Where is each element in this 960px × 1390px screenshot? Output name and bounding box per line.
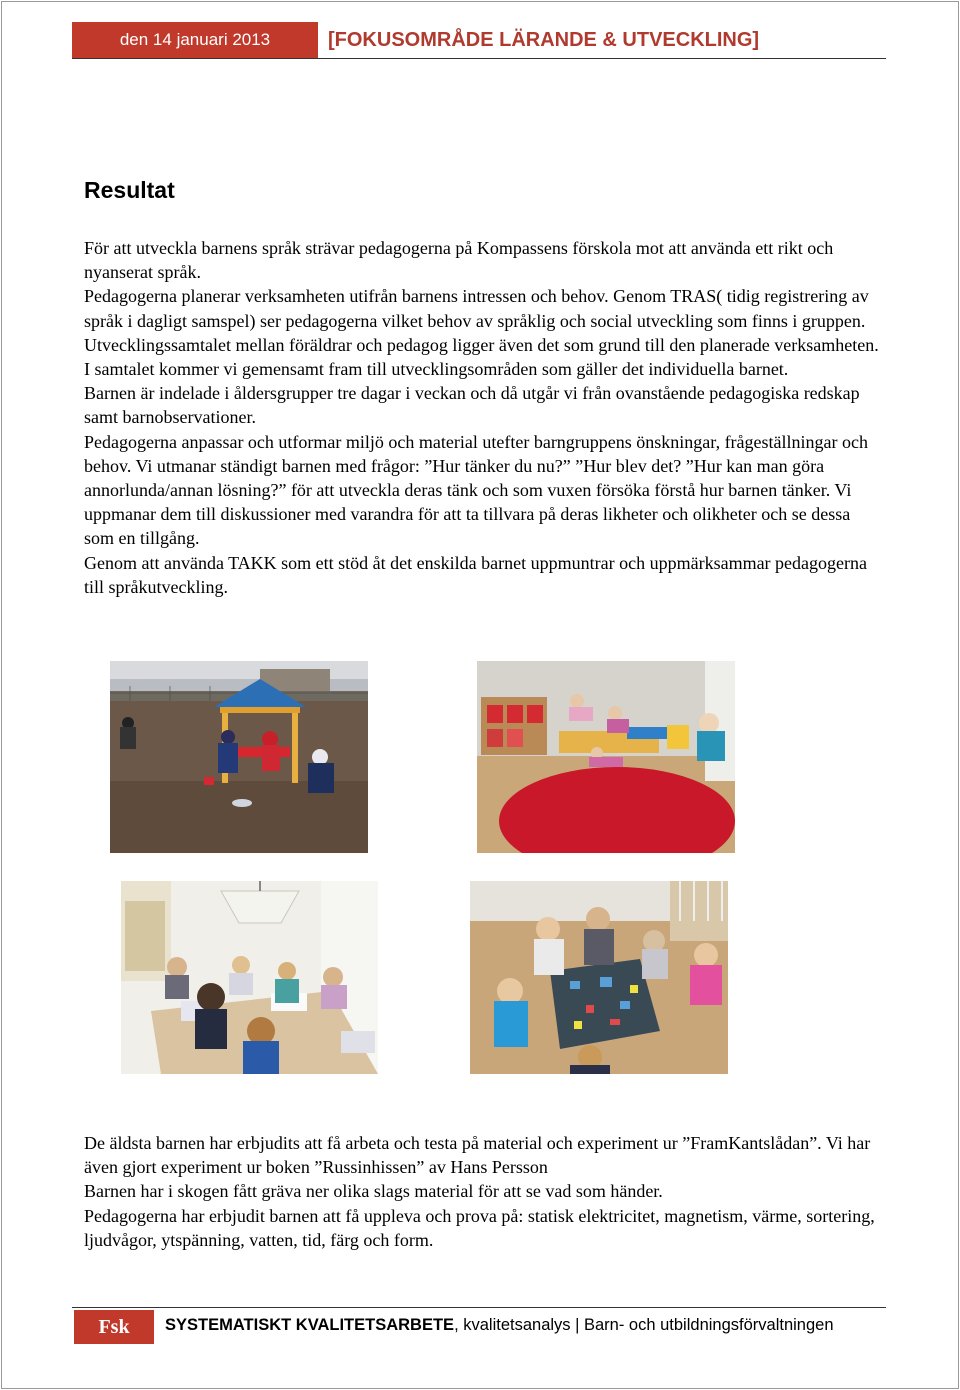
paragraph: För att utveckla barnens språk strävar pedagogerna på Kompassens förskola mot att använda ett rikt och nyanserat språk. <box>84 238 834 283</box>
photo-floor-sorting <box>470 881 728 1074</box>
playhouse-image <box>110 661 368 853</box>
photo-playhouse-outdoors <box>110 661 368 853</box>
header-date: den 14 januari 2013 <box>72 22 318 58</box>
footer-text <box>165 1316 834 1335</box>
paragraph: De äldsta barnen har erbjudits att få arbeta och testa på material och experiment ur ”FramKantslådan”. Vi har även gjort experiment ur boken ”Russinhissen” av Hans Persson <box>84 1133 871 1178</box>
floor-sorting-image <box>470 881 728 1074</box>
paragraph: Barnen är indelade i åldersgrupper tre dagar i veckan och då utgår vi från ovanstående pedagogiska redskap samt barnobservationer. <box>84 383 860 428</box>
photo-craft-table <box>121 881 378 1074</box>
reading-corner-image <box>477 661 735 853</box>
section-heading: Resultat <box>84 177 175 203</box>
craft-table-image <box>121 881 378 1074</box>
paragraph: Pedagogerna har erbjudit barnen att få uppleva och prova på: statisk elektricitet, magnetism, värme, sortering, ljudvågor, ytspänning, vatten, tid, färg och form. <box>84 1205 875 1250</box>
footer-title-bold: SYSTEMATISKT KVALITETSARBETE <box>165 1316 455 1334</box>
closing-text <box>84 1131 884 1252</box>
paragraph: Genom att använda TAKK som ett stöd åt det enskilda barnet uppmuntrar och uppmärksammar pedagogerna till språkutveckling. <box>84 552 867 597</box>
paragraph: Pedagogerna anpassar och utformar miljö och material utefter barngruppens önskningar, frågeställningar och behov. Vi utmanar ständigt barnen med frågor: ”Hur tänker du nu?” ”Hur blev det? ”Hur kan man göra annorlunda/annan lösning?” för att utveckla deras tänk och som vuxen försöka förstå hur barnen tänker. Vi uppmanar dem till diskussioner med varandra för att ta tillvara på deras likheter och olikheter och se dessa som en tillgång. <box>84 431 869 549</box>
footer-rule <box>72 1307 886 1308</box>
footer-logo: Fsk <box>74 1310 154 1344</box>
footer-title-rest: , kvalitetsanalys | Barn- och utbildningsförvaltningen <box>454 1316 834 1334</box>
paragraph: Pedagogerna planerar verksamheten utifrån barnens intressen och behov. Genom TRAS( tidig registrering av språk i dagligt samspel) ser pedagogerna vilket behov av språklig och social utveckling som finns i gruppen. Utvecklingssamtalet mellan föräldrar och pedagog ligger även det som grund till den planerade verksamheten. I samtalet kommer vi gemensamt fram till utvecklingsområden som gäller det individuella barnet. <box>84 286 879 380</box>
paragraph: Barnen har i skogen fått gräva ner olika slags material för att se vad som händer. <box>84 1181 663 1202</box>
header-title: [FOKUSOMRÅDE LÄRANDE & UTVECKLING] <box>328 28 760 51</box>
photo-reading-corner <box>477 661 735 853</box>
header-rule <box>72 58 886 59</box>
intro-text <box>84 236 884 599</box>
